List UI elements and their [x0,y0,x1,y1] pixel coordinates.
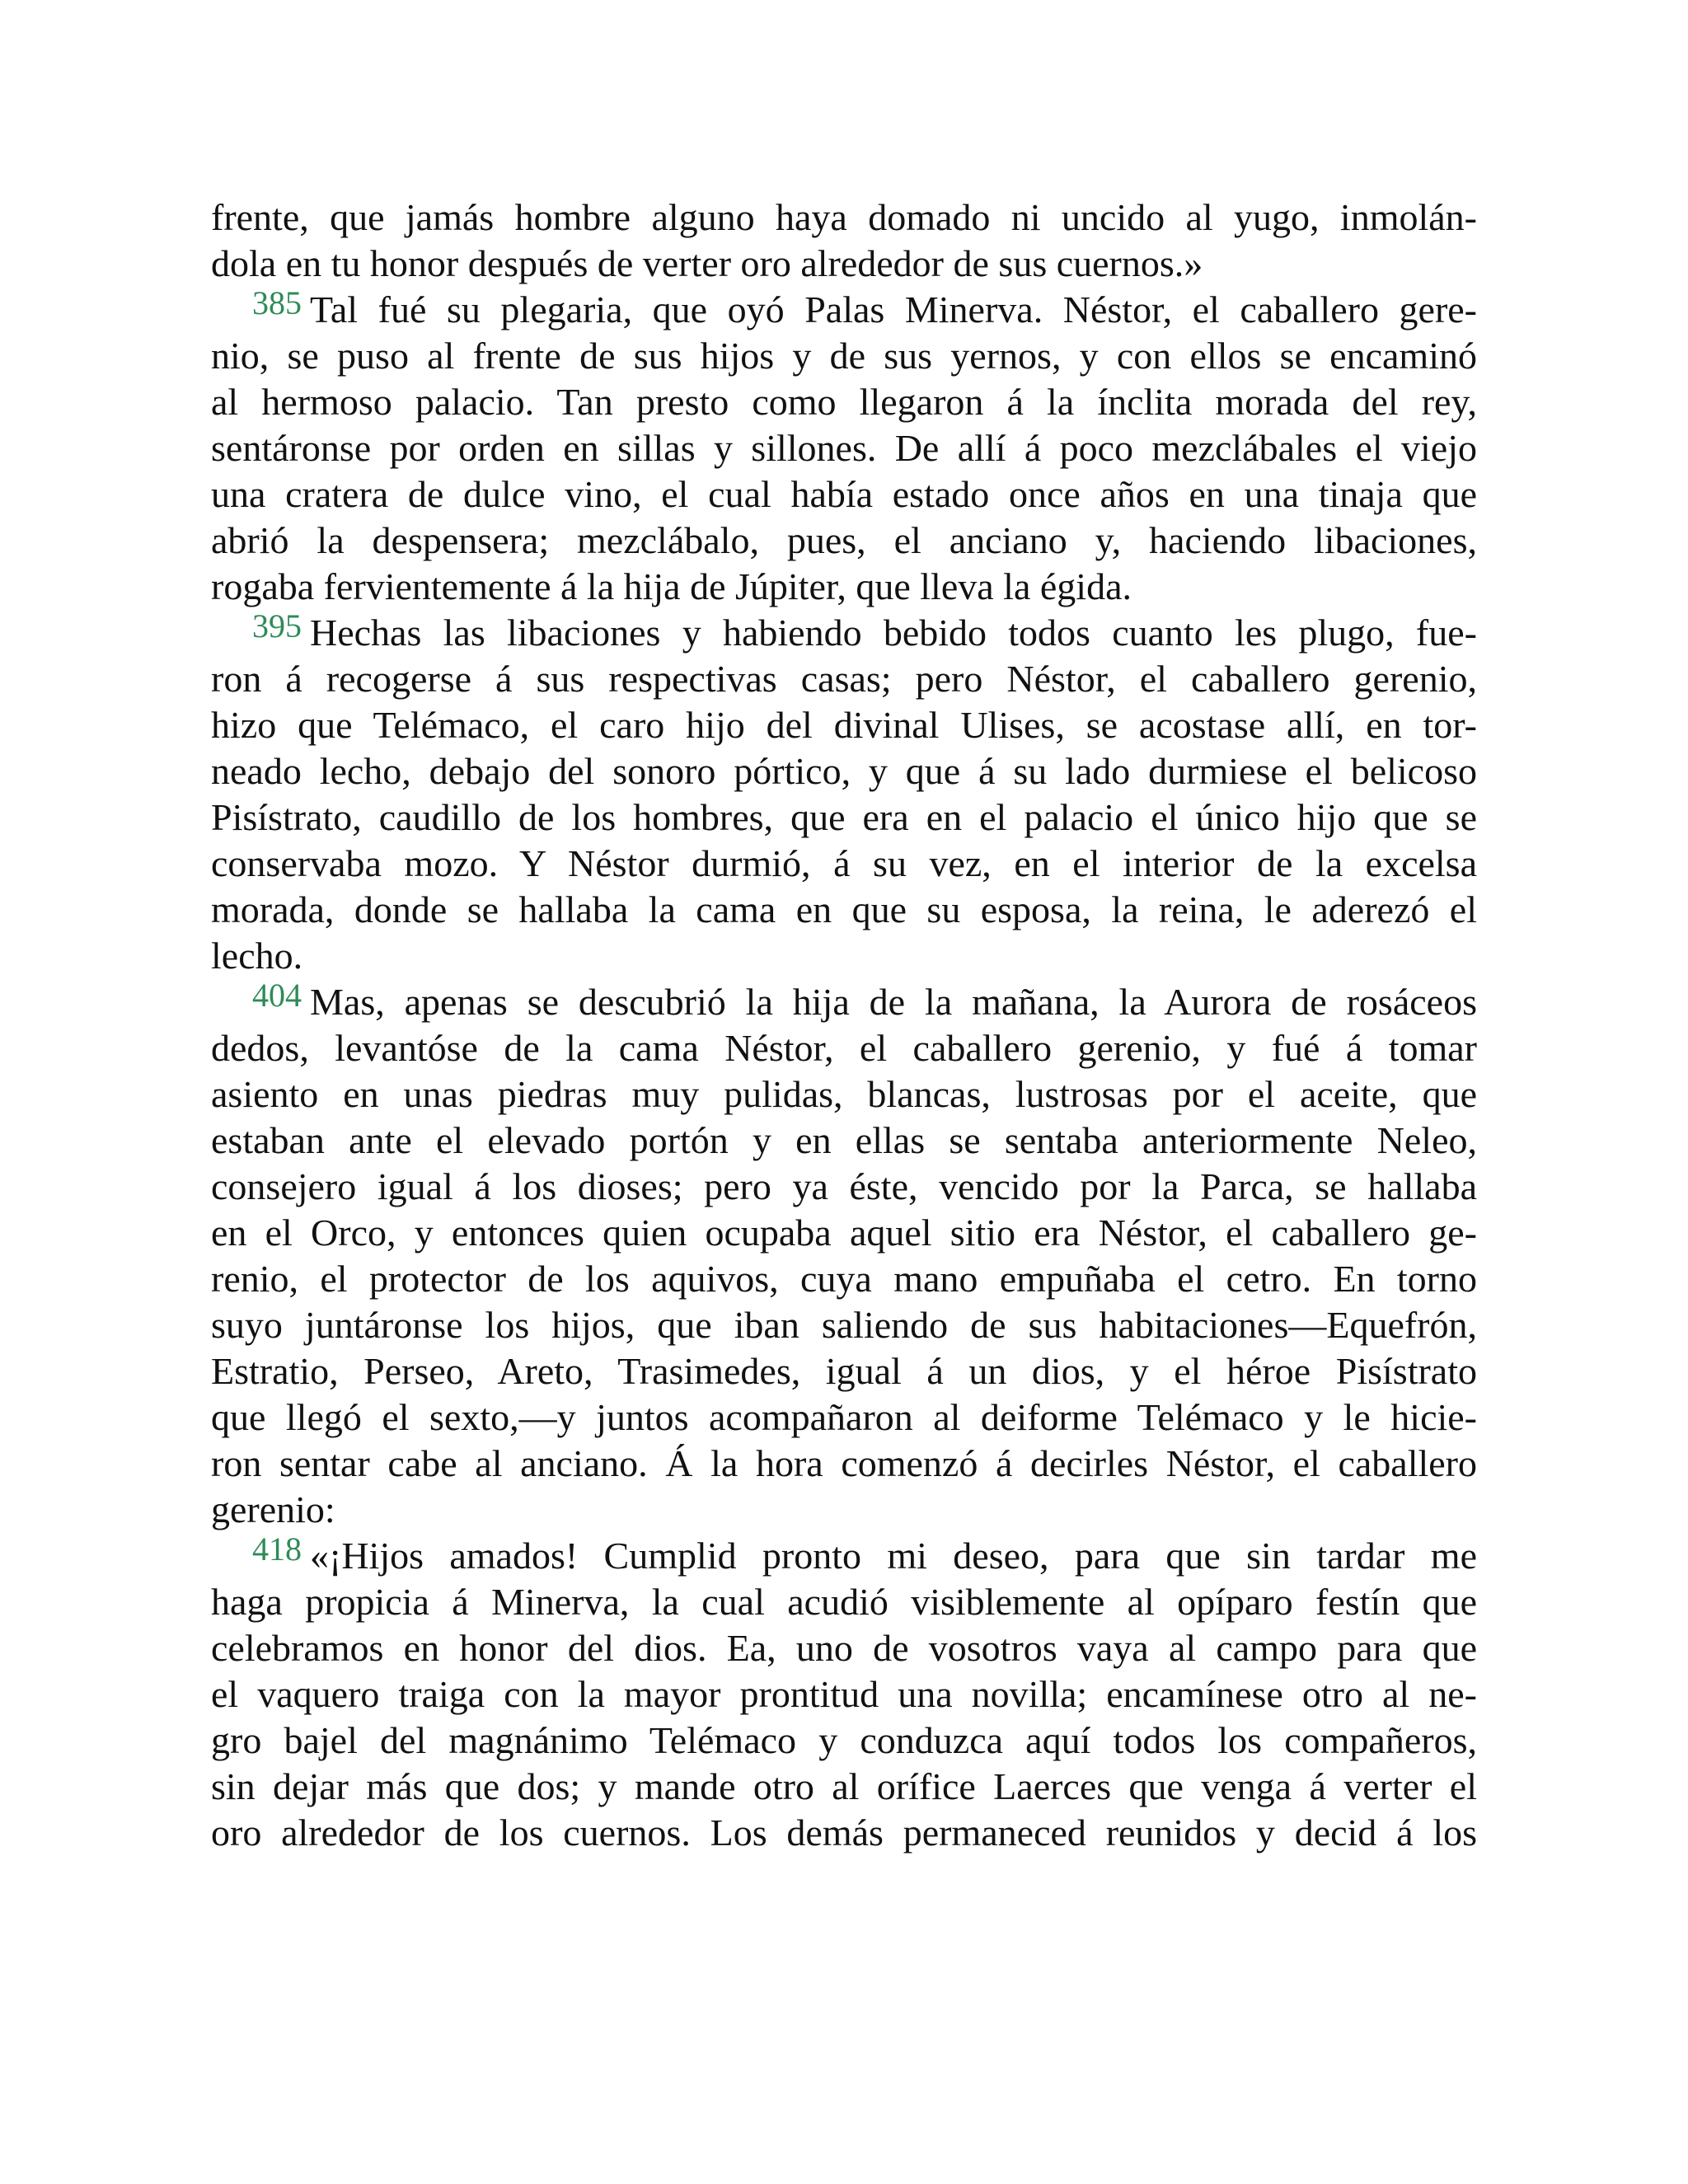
text-line [211,979,1477,1025]
text-line: asiento en unas piedras muy pulidas, blancas, lustrosas por el aceite, que [211,1073,1477,1115]
text-line: ron á recogerse á sus respectivas casas; pero Néstor, el caballero gerenio, [211,658,1477,700]
text-line: al hermoso palacio. Tan presto como llegaron á la ínclita morada del rey, [211,381,1477,423]
paragraph [211,1530,1477,1856]
text-line: estaban ante el elevado portón y en ellas se sentaba anteriormente Neleo, [211,1119,1477,1161]
text-line: gerenio: [211,1488,335,1530]
text-line: Estratio, Perseo, Areto, Trasimedes, igual á un dios, y el héroe Pisístrato [211,1350,1477,1392]
text-line: en el Orco, y entonces quien ocupaba aquel sitio era Néstor, el caballero ge- [211,1212,1477,1254]
text-line-content: «¡Hijos amados! Cumplid pronto mi deseo, para que sin tardar me [310,1535,1477,1577]
text-line: Pisístrato, caudillo de los hombres, que era en el palacio el único hijo que se [211,796,1477,838]
text-line: abrió la despensera; mezclábalo, pues, el anciano y, haciendo libaciones, [211,519,1477,561]
text-line: que llegó el sexto,—y juntos acompañaron al deiforme Telémaco y le hicie- [211,1396,1477,1438]
text-line: nio, se puso al frente de sus hijos y de sus yernos, y con ellos se encaminó [211,335,1477,377]
text-line-content: Hechas las libaciones y habiendo bebido todos cuanto les plugo, fue- [310,612,1477,654]
text-line [211,607,1477,656]
verse-number: 418 [252,1530,302,1568]
text-line: hizo que Telémaco, el caro hijo del divinal Ulises, se acostase allí, en tor- [211,704,1477,746]
text-line-content: Tal fué su plegaria, que oyó Palas Minerva. Néstor, el caballero gere- [310,288,1477,330]
page-body [211,194,1477,1856]
text-line: una cratera de dulce vino, el cual había estado once años en una tinaja que [211,473,1477,515]
verse-number: 404 [252,977,302,1014]
text-line: ron sentar cabe al anciano. Á la hora comenzó á decirles Néstor, el caballero [211,1442,1477,1484]
text-line: oro alrededor de los cuernos. Los demás permaneced reunidos y decid á los [211,1811,1477,1854]
text-line [211,1530,1477,1579]
text-line: consejero igual á los dioses; pero ya éste, vencido por la Parca, se hallaba [211,1165,1477,1207]
text-line: sin dejar más que dos; y mande otro al orífice Laerces que venga á verter el [211,1765,1477,1807]
paragraph [211,607,1477,979]
verse-number: 395 [252,607,302,644]
verse-number: 385 [252,284,302,321]
paragraph [211,284,1477,610]
text-line: renio, el protector de los aquivos, cuya mano empuñaba el cetro. En torno [211,1258,1477,1300]
text-line: frente, que jamás hombre alguno haya domado ni uncido al yugo, inmolán- [211,196,1477,238]
text-line: gro bajel del magnánimo Telémaco y conduzca aquí todos los compañeros, [211,1719,1477,1761]
text-line: lecho. [211,935,303,977]
text-line: haga propicia á Minerva, la cual acudió visiblemente al opíparo festín que [211,1581,1477,1623]
paragraph [211,979,1477,1533]
text-line: sentáronse por orden en sillas y sillones. De allí á poco mezclábales el viejo [211,427,1477,469]
text-line [211,284,1477,333]
paragraph [211,194,1477,287]
text-line: suyo juntáronse los hijos, que iban saliendo de sus habitaciones—Equefrón, [211,1304,1477,1346]
text-line: dedos, levantóse de la cama Néstor, el caballero gerenio, y fué á tomar [211,1027,1477,1069]
text-line: dola en tu honor después de verter oro alrededor de sus cuernos.» [211,242,1203,284]
text-line-content: Mas, apenas se descubrió la hija de la mañana, la Aurora de rosáceos [310,981,1477,1023]
text-line: el vaquero traiga con la mayor prontitud una novilla; encamínese otro al ne- [211,1673,1477,1715]
text-line: rogaba fervientemente á la hija de Júpiter, que lleva la égida. [211,565,1132,607]
text-line: neado lecho, debajo del sonoro pórtico, y que á su lado durmiese el belicoso [211,750,1477,792]
text-line: celebramos en honor del dios. Ea, uno de vosotros vaya al campo para que [211,1627,1477,1669]
text-line: conservaba mozo. Y Néstor durmió, á su vez, en el interior de la excelsa [211,842,1477,884]
text-line: morada, donde se hallaba la cama en que su esposa, la reina, le aderezó el [211,888,1477,930]
